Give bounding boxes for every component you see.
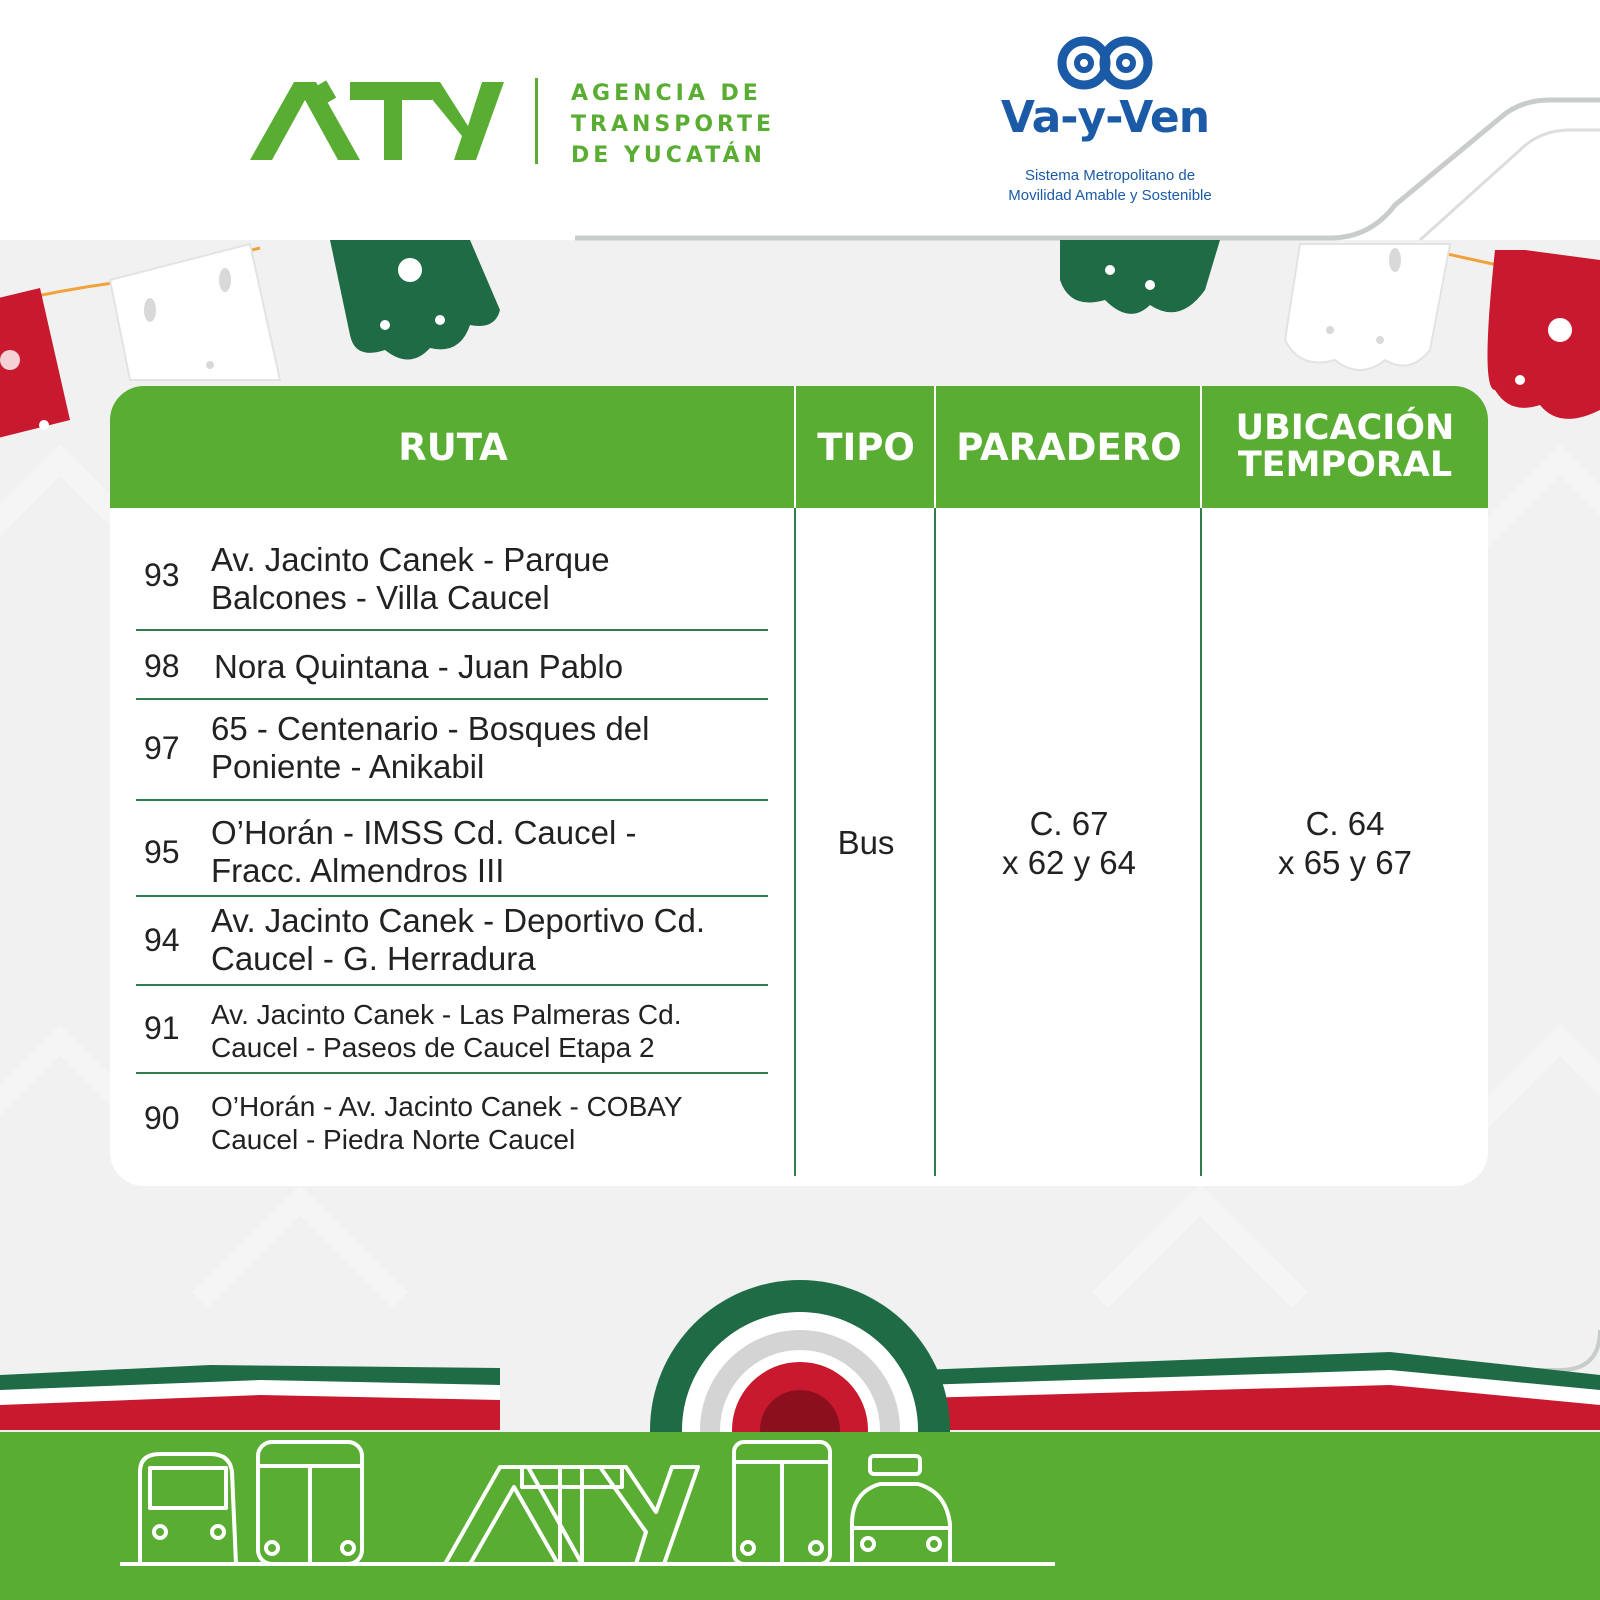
header-tipo: TIPO [817,425,915,469]
route-name-line: Poniente - Anikabil [211,748,485,785]
aty-tagline [571,78,775,171]
vayven-subtitle-line-2: Movilidad Amable y Sostenible [1008,187,1212,204]
route-number: 98 [144,648,180,684]
header-ubicacion-temporal [1202,386,1488,508]
route-name-line: Av. Jacinto Canek - Las Palmeras Cd. [211,999,682,1030]
route-name-line: 65 - Centenario - Bosques del [211,710,650,747]
green-flag-right [1060,240,1220,314]
route-number: 97 [144,730,180,766]
route-number: 90 [144,1100,180,1136]
tagline-line-1: AGENCIA DE [571,81,762,106]
route-number: 95 [144,834,180,870]
route-number: 91 [144,1010,180,1046]
green-flag-left [330,240,500,360]
row-divider [136,799,768,801]
tricolor-ribbon [0,1280,1600,1440]
route-name-line: Caucel - Paseos de Caucel Etapa 2 [211,1032,655,1063]
route-name-line: Caucel - G. Herradura [211,940,536,977]
route-name [211,541,610,617]
route-name-line: Av. Jacinto Canek - Parque [211,541,610,578]
van-icon [140,1454,236,1564]
ubicacion-line: C. 64 [1305,805,1385,842]
header-divider-3 [1200,386,1202,508]
paradero-line: C. 67 [1029,805,1109,842]
red-flag-right [1488,250,1600,419]
ubicacion-temporal-cell [1202,804,1488,882]
route-name-line: O’Horán - IMSS Cd. Caucel - [211,814,637,851]
red-flag-left [0,288,70,440]
row-divider [136,698,768,700]
route-number: 93 [144,557,180,593]
paradero-line: x 62 y 64 [1002,844,1136,881]
header-ruta: RUTA [398,425,508,469]
aty-logo-icon [445,1467,698,1564]
row-divider [136,1072,768,1074]
route-number: 94 [144,922,180,958]
header-paradero: PARADERO [956,425,1182,469]
route-name-line: Av. Jacinto Canek - Deportivo Cd. [211,902,706,939]
tagline-line-2: TRANSPORTE [571,112,776,137]
rosette-icon [650,1280,950,1440]
logo-divider [535,78,538,164]
routes-table [110,386,1488,1186]
route-name-line: Caucel - Piedra Norte Caucel [211,1124,576,1155]
bus-icon [258,1442,362,1564]
tagline-line-3: DE YUCATÁN [571,143,766,168]
row-divider [136,895,768,897]
route-name-line: Fracc. Almendros III [211,852,505,889]
articulated-bus-icon [734,1442,830,1564]
row-divider [136,984,768,986]
taxi-icon [852,1456,950,1564]
route-name [211,1090,683,1156]
white-flag-right [1285,244,1450,370]
header-divider-1 [794,386,796,508]
route-name-line: O’Horán - Av. Jacinto Canek - COBAY [211,1091,683,1122]
vayven-name: Va-y-Ven [1000,92,1210,143]
header-ubicacion-line-1: UBICACIÓN [1235,408,1455,448]
ubicacion-line: x 65 y 67 [1278,844,1412,881]
table-header [110,386,1488,508]
header-divider-2 [934,386,936,508]
route-name [211,710,649,786]
route-name [214,648,623,686]
route-name-line: Nora Quintana - Juan Pablo [214,648,624,685]
header-ubicacion-line-2: TEMPORAL [1237,445,1453,485]
aty-logo [250,78,505,164]
route-name [211,998,682,1064]
vayven-infinity-icon [1056,34,1154,92]
route-name [211,814,636,890]
vayven-subtitle-line-1: Sistema Metropolitano de [1024,167,1196,184]
route-name-line: Balcones - Villa Caucel [211,579,550,616]
footer-icons [0,1432,1600,1600]
white-flag-left [110,244,280,380]
paradero-cell [936,804,1202,882]
tipo-cell: Bus [837,824,895,861]
row-divider [136,629,768,631]
route-name [211,902,705,978]
vayven-subtitle [960,166,1260,206]
